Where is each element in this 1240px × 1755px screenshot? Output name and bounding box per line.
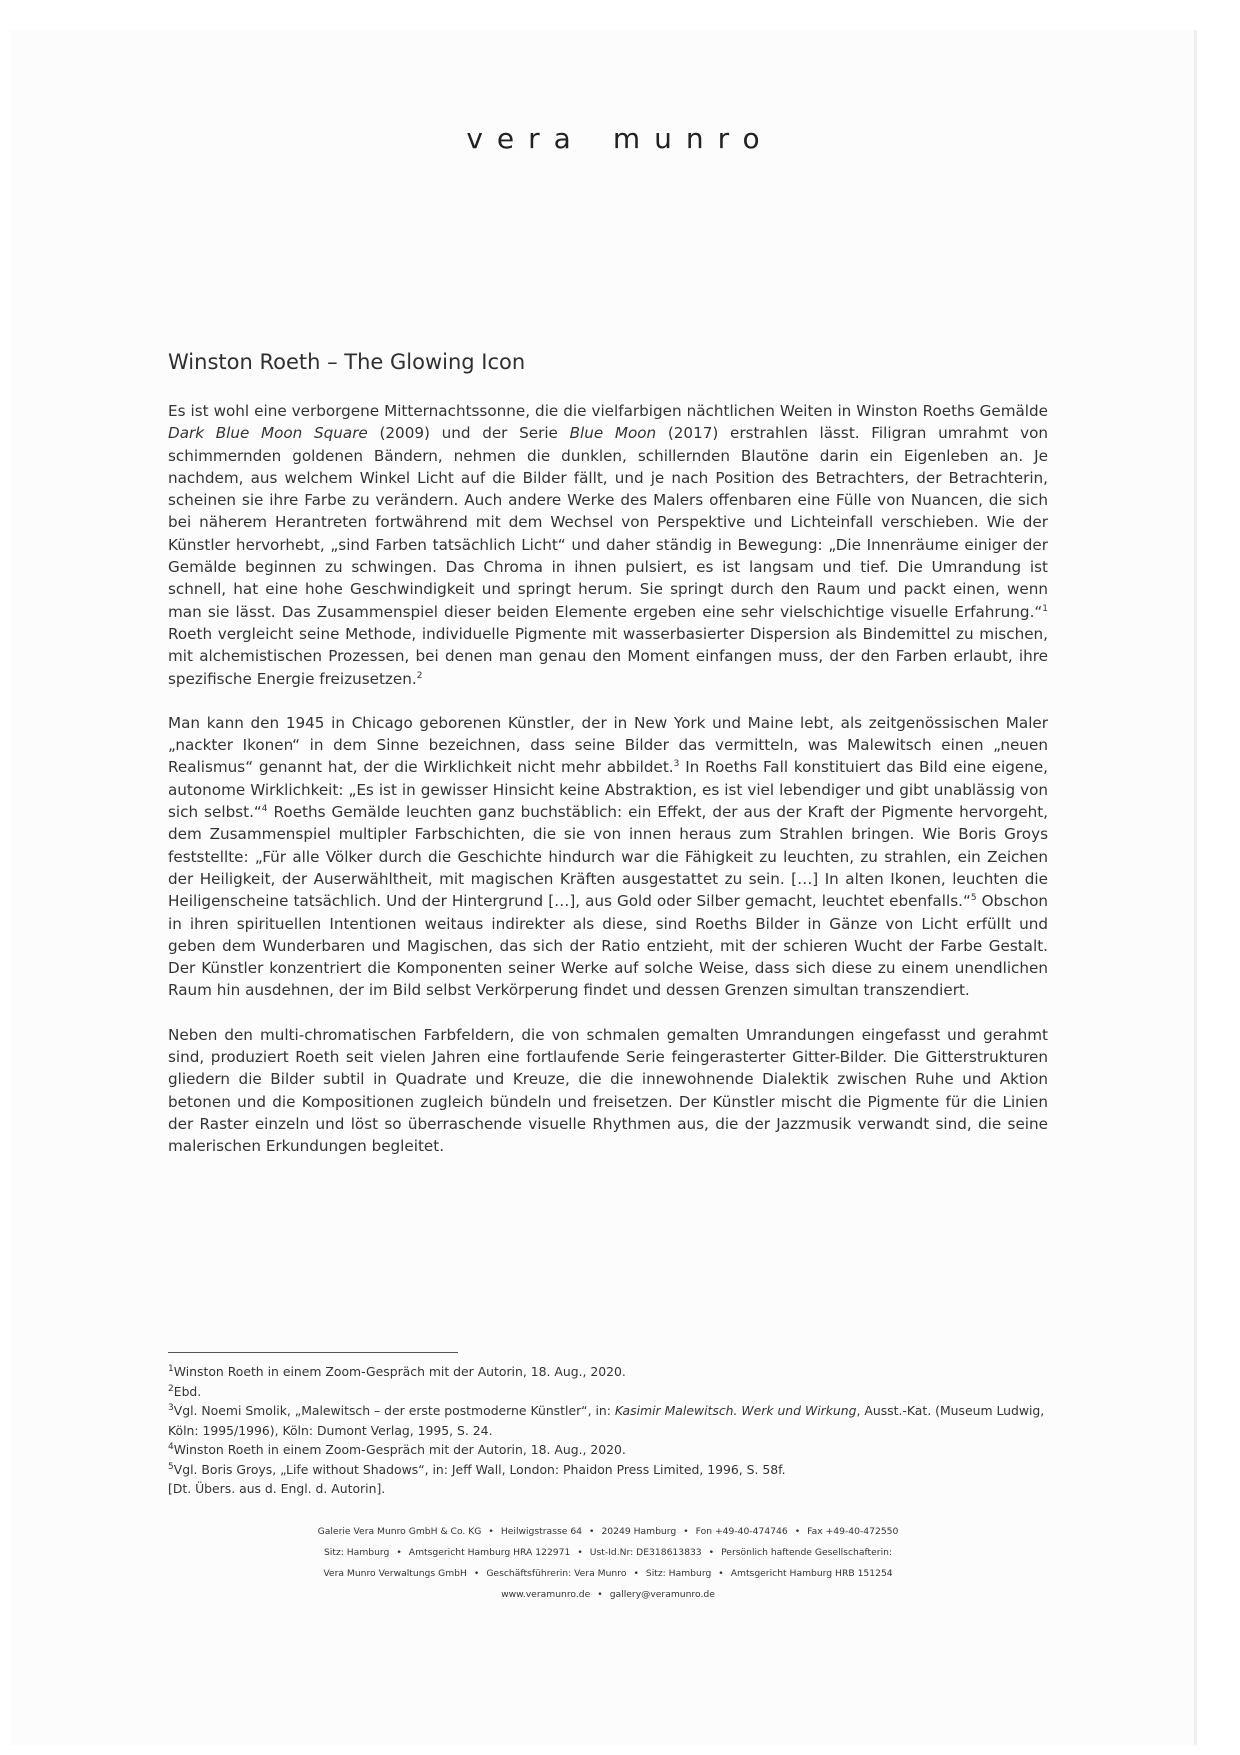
- registered-seat: Sitz: Hamburg: [323, 1547, 390, 1558]
- artwork-title: Blue Moon: [569, 424, 657, 443]
- email-link[interactable]: gallery@veramunro.de: [609, 1589, 715, 1600]
- footnote-number: 4: [168, 1441, 174, 1452]
- footnote-divider: [168, 1352, 458, 1353]
- bullet-separator: •: [488, 1526, 494, 1537]
- company-name: Galerie Vera Munro GmbH & Co. KG: [317, 1526, 482, 1537]
- paragraph-2: [168, 712, 1048, 1002]
- logo-word-munro: munro: [612, 122, 774, 155]
- footnote-5: [168, 1460, 1048, 1480]
- footnote-4: [168, 1440, 1048, 1460]
- footnote-text: Vgl. Boris Groys, „Life without Shadows“, in: Jeff Wall, London: Phaidon Press Limited, 1996, S. 58f.: [173, 1461, 786, 1477]
- footnote-text: Ebd.: [173, 1383, 202, 1399]
- bullet-separator: •: [597, 1589, 603, 1600]
- footnote-text: , Ausst.-Kat. (Museum Ludwig, Köln: 1995/1996), Köln: Dumont Verlag, 1995, S. 24.: [168, 1403, 1045, 1438]
- vat-id: Ust-Id.Nr: DE318613833: [589, 1547, 702, 1558]
- text-run: Roeths Gemälde leuchten ganz buchstäblich: ein Effekt, der aus der Kraft der Pigmente hervorgeht, dem Zusammenspiel multipler Farbschichten, die sie von innen heraus zum Strahlen bringen. Wie Boris Groys feststellte: „Für alle Völker durch die Geschichte hindurch war die Fähigkeit zu leuchten, zu strahlen, ein Zeichen der Heiligkeit, der Auserwähltheit, mit magischen Kräften ausgestattet zu sein. […] In alten Ikonen, leuchten die Heiligenscheine tatsächlich. Und der Hintergrund […], aus Gold oder Silber gemacht, leuchtet ebenfalls.“: [168, 803, 1048, 911]
- text-run: Es ist wohl eine verborgene Mitternachtssonne, die die vielfarbigen nächtlichen Weiten in Winston Roeths Gemälde: [168, 402, 1048, 420]
- paragraph-1: [168, 400, 1048, 690]
- text-run: Man kann den 1945 in Chicago geborenen Künstler, der in New York und Maine lebt, als zeitgenössischen Maler „nackter Ikonen“ in dem Sinne bezeichnen, dass seine Bilder das vermitteln, was Malewitsch einen „neuen Realismus“ genannt hat, der die Wirklichkeit nicht mehr abbildet.: [168, 713, 1048, 777]
- text-run: Obschon in ihren spirituellen Intentionen weitaus indirekter als diese, sind Roeths Bilder in Gänze von Licht erfüllt und geben dem Wunderbaren und Magischen, das sich der Ratio entzieht, mit der schieren Wucht der Farbe Gestalt. Der Künstler konzentriert die Komponenten seiner Werke auf solche Weise, dass sich diese zu einem unendlichen Raum hin ausdehnen, der im Bild selbst Verkörperung findet und dessen Grenzen simultan transzendiert.: [168, 892, 1048, 1000]
- website-link[interactable]: www.veramunro.de: [501, 1589, 591, 1600]
- street-address: Heilwigstrasse 64: [500, 1526, 583, 1537]
- footnote-1: [168, 1362, 1048, 1382]
- logo-word-vera: vera: [466, 122, 585, 155]
- footnotes: [168, 1362, 1048, 1499]
- article-body: [168, 400, 1048, 1180]
- footer-row-1: [168, 1521, 1048, 1542]
- general-partner-label: Persönlich haftende Gesellschafterin:: [721, 1547, 893, 1558]
- text-run: (2017) erstrahlen lässt. Filigran umrahmt von schimmernden goldenen Bändern, nehmen die dunklen, schillernden Blautöne darin ein Eigenleben an. Je nachdem, aus welchem Winkel Licht auf die Bilder fällt, und je nach Position des Betrachters, der Betrachterin, scheinen sie ihre Farbe zu verändern. Auch andere Werke des Malers offenbaren eine Fülle von Nuancen, die sich bei näherem Herantreten fortwährend mit dem Wechsel von Perspektive und Lichteinfall verschieben. Wie der Künstler hervorhebt, „sind Farben tatsächlich Licht“ und daher ständig in Bewegung: „Die Innenräume einiger der Gemälde beginnen zu schwingen. Das Chroma in ihnen pulsiert, es ist langsam und tief. Die Umrandung ist schnell, hat eine hohe Geschwindigkeit und springt herum. Sie springt durch den Raum und packt einen, wenn man sie lässt. Das Zusammenspiel dieser beiden Elemente ergeben eine sehr vielschichtige visuelle Erfahrung.“: [168, 424, 1048, 621]
- commercial-register: Amtsgericht Hamburg HRA 122971: [408, 1547, 571, 1558]
- text-run: In Roeths Fall konstituiert das Bild eine eigene, autonome Wirklichkeit: „Es ist in gewisser Hinsicht keine Abstraktion, es ist viel lebendiger und gibt unablässig von sich selbst.“: [168, 758, 1048, 822]
- footnote-text: Vgl. Noemi Smolik, „Malewitsch – der erste postmoderne Künstler“, in:: [173, 1403, 615, 1418]
- catalog-title: Kasimir Malewitsch. Werk und Wirkung: [614, 1403, 857, 1418]
- artwork-title: Dark Blue Moon Square: [168, 424, 368, 443]
- footnote-number: 1: [168, 1363, 174, 1374]
- article-title: Winston Roeth – The Glowing Icon: [168, 350, 526, 374]
- footer-row-2: [168, 1542, 1048, 1563]
- city-postcode: 20249 Hamburg: [601, 1526, 677, 1537]
- paragraph-3: [168, 1024, 1048, 1158]
- footnote-3: [168, 1401, 1048, 1440]
- bullet-separator: •: [473, 1568, 480, 1579]
- footnote-5-translation-note: [Dt. Übers. aus d. Engl. d. Autorin].: [168, 1481, 386, 1496]
- partner-seat: Sitz: Hamburg: [645, 1568, 712, 1579]
- footnote-ref-4: 4: [261, 803, 268, 814]
- bullet-separator: •: [633, 1568, 639, 1579]
- partner-register: Amtsgericht Hamburg HRB 151254: [730, 1568, 893, 1579]
- bullet-separator: •: [708, 1547, 715, 1558]
- gallery-logo: [0, 122, 1240, 155]
- footnote-ref-2: 2: [416, 670, 423, 681]
- footnote-ref-3: 3: [673, 759, 680, 770]
- bullet-separator: •: [577, 1547, 583, 1558]
- footer-row-4: [168, 1584, 1048, 1605]
- footnote-number: 5: [168, 1461, 174, 1472]
- bullet-separator: •: [396, 1547, 402, 1558]
- bullet-separator: •: [794, 1526, 801, 1537]
- footnote-text: Winston Roeth in einem Zoom-Gespräch mit der Autorin, 18. Aug., 2020.: [173, 1442, 626, 1457]
- letterhead-footer: [168, 1521, 1048, 1605]
- phone-number: Fon +49-40-474746: [695, 1526, 788, 1537]
- bullet-separator: •: [589, 1526, 595, 1537]
- fax-number: Fax +49-40-472550: [807, 1526, 899, 1537]
- footnote-number: 2: [168, 1383, 174, 1394]
- footnote-2: [168, 1382, 1048, 1402]
- footnote-number: 3: [168, 1402, 174, 1413]
- general-partner-name: Vera Munro Verwaltungs GmbH: [323, 1568, 467, 1579]
- bullet-separator: •: [683, 1526, 689, 1537]
- bullet-separator: •: [718, 1568, 724, 1579]
- footnote-ref-5: 5: [970, 893, 977, 904]
- footnote-text: Winston Roeth in einem Zoom-Gespräch mit der Autorin, 18. Aug., 2020.: [173, 1364, 626, 1379]
- text-run: Neben den multi-chromatischen Farbfeldern, die von schmalen gemalten Umrandungen eingefasst und gerahmt sind, produziert Roeth seit vielen Jahren eine fortlaufende Serie feingerasterter Gitter-Bilder. Die Gitterstrukturen gliedern die Bilder subtil in Quadrate und Kreuze, die die innewohnende Dialektik zwischen Ruhe und Aktion betonen und die Kompositionen zugleich bündeln und freisetzen. Der Künstler mischt die Pigmente für die Linien der Raster einzeln und löst so überraschende visuelle Rhythmen aus, die der Jazzmusik verwandt sind, die seine malerischen Erkundungen begleitet.: [168, 1025, 1048, 1156]
- text-run: (2009) und der Serie: [367, 424, 570, 443]
- managing-director: Geschäftsführerin: Vera Munro: [486, 1568, 627, 1579]
- footer-row-3: [168, 1563, 1048, 1584]
- footnote-ref-1: 1: [1042, 603, 1048, 614]
- text-run: Roeth vergleicht seine Methode, individuelle Pigmente mit wasserbasierter Dispersion als Bindemittel zu mischen, mit alchemistischen Prozessen, bei denen man genau den Moment einfangen muss, der den Farben erlaubt, ihre spezifische Energie freizusetzen.: [168, 624, 1048, 688]
